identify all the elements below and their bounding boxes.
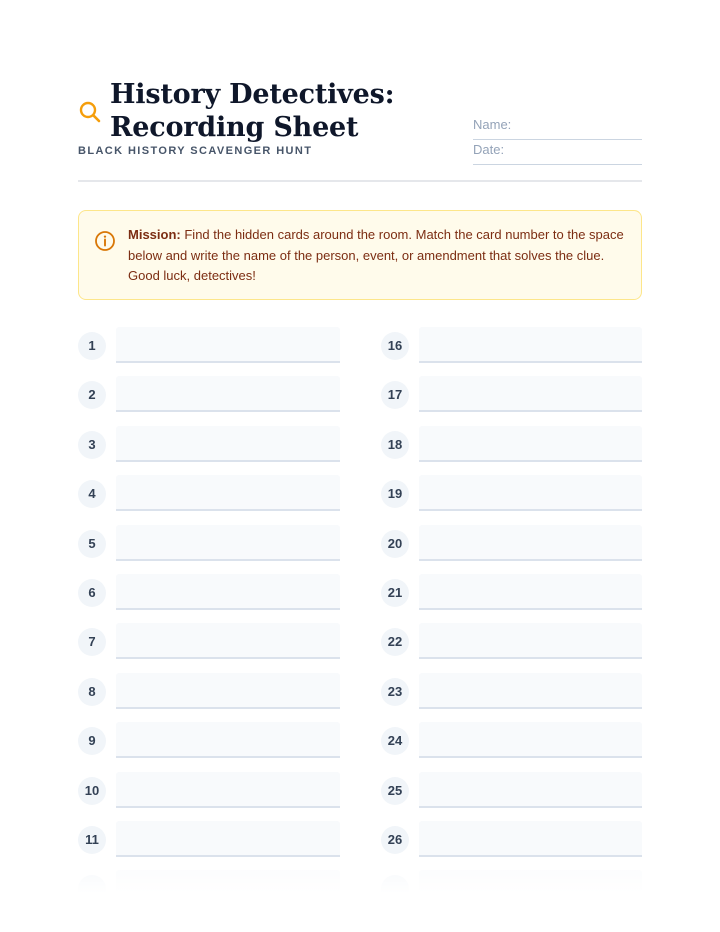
answer-row [78, 623, 340, 659]
answer-row [78, 772, 340, 808]
answer-line[interactable] [419, 426, 642, 462]
answer-line[interactable] [116, 525, 340, 561]
answer-line[interactable] [116, 327, 340, 363]
mission-text [128, 225, 624, 287]
answer-row [381, 426, 642, 462]
answer-row [78, 376, 340, 412]
subtitle: BLACK HISTORY SCAVENGER HUNT [78, 145, 313, 157]
answer-row [381, 623, 642, 659]
answer-line[interactable] [116, 426, 340, 462]
answer-row [381, 772, 642, 808]
card-number-badge: 26 [381, 826, 409, 854]
answer-line[interactable] [116, 722, 340, 758]
card-number-badge: 3 [78, 431, 106, 459]
date-label: Date: [473, 142, 505, 157]
name-label: Name: [473, 117, 512, 132]
mission-box [78, 210, 642, 300]
card-number-badge: 6 [78, 579, 106, 607]
title-line-1: History Detectives: [110, 79, 395, 110]
card-number-badge: 22 [381, 628, 409, 656]
answer-line[interactable] [419, 525, 642, 561]
answer-line[interactable] [419, 376, 642, 412]
card-number-badge: 10 [78, 777, 106, 805]
answer-row [381, 327, 642, 363]
answer-line[interactable] [419, 722, 642, 758]
title-block [78, 78, 440, 144]
card-number-badge: 8 [78, 678, 106, 706]
info-icon [94, 230, 116, 252]
answer-row [78, 673, 340, 709]
answer-line[interactable] [116, 772, 340, 808]
card-number-badge: 1 [78, 332, 106, 360]
answer-line[interactable] [116, 574, 340, 610]
answer-line[interactable] [419, 673, 642, 709]
answer-line[interactable] [116, 673, 340, 709]
meta-fields [473, 116, 642, 166]
answer-line[interactable] [419, 772, 642, 808]
answer-line[interactable] [419, 821, 642, 857]
bottom-fade [0, 862, 720, 932]
card-number-badge: 16 [381, 332, 409, 360]
answer-line[interactable] [116, 475, 340, 511]
answer-row [78, 821, 340, 857]
title-line-2: Recording Sheet [110, 112, 359, 143]
header [78, 74, 642, 182]
date-field[interactable] [473, 141, 642, 165]
answer-row [78, 722, 340, 758]
answer-line[interactable] [419, 574, 642, 610]
mission-label: Mission: [128, 227, 181, 242]
card-number-badge: 23 [381, 678, 409, 706]
answer-row [381, 574, 642, 610]
answer-row [381, 376, 642, 412]
answer-line[interactable] [116, 376, 340, 412]
card-number-badge: 11 [78, 826, 106, 854]
answer-row [381, 821, 642, 857]
card-number-badge: 5 [78, 530, 106, 558]
card-number-badge: 7 [78, 628, 106, 656]
mission-body: Find the hidden cards around the room. Match the card number to the space below and write the name of the person, event, or amendment that solves the clue. Good luck, detectives! [128, 227, 624, 283]
answer-line[interactable] [116, 623, 340, 659]
name-field[interactable] [473, 116, 642, 140]
card-number-badge: 20 [381, 530, 409, 558]
card-number-badge: 2 [78, 381, 106, 409]
magnifier-icon [78, 100, 102, 124]
answer-row [381, 475, 642, 511]
card-number-badge: 21 [381, 579, 409, 607]
answer-line[interactable] [116, 821, 340, 857]
answer-row [78, 426, 340, 462]
answer-row [381, 525, 642, 561]
answer-row [78, 327, 340, 363]
card-number-badge: 24 [381, 727, 409, 755]
card-number-badge: 17 [381, 381, 409, 409]
card-number-badge: 18 [381, 431, 409, 459]
answer-row [78, 475, 340, 511]
answer-row [381, 722, 642, 758]
answer-row [381, 673, 642, 709]
card-number-badge: 19 [381, 480, 409, 508]
answer-line[interactable] [419, 475, 642, 511]
card-number-badge: 9 [78, 727, 106, 755]
answer-line[interactable] [419, 623, 642, 659]
answer-line[interactable] [419, 327, 642, 363]
answer-row [78, 574, 340, 610]
answer-row [78, 525, 340, 561]
card-number-badge: 25 [381, 777, 409, 805]
page-title [110, 78, 440, 144]
card-number-badge: 4 [78, 480, 106, 508]
